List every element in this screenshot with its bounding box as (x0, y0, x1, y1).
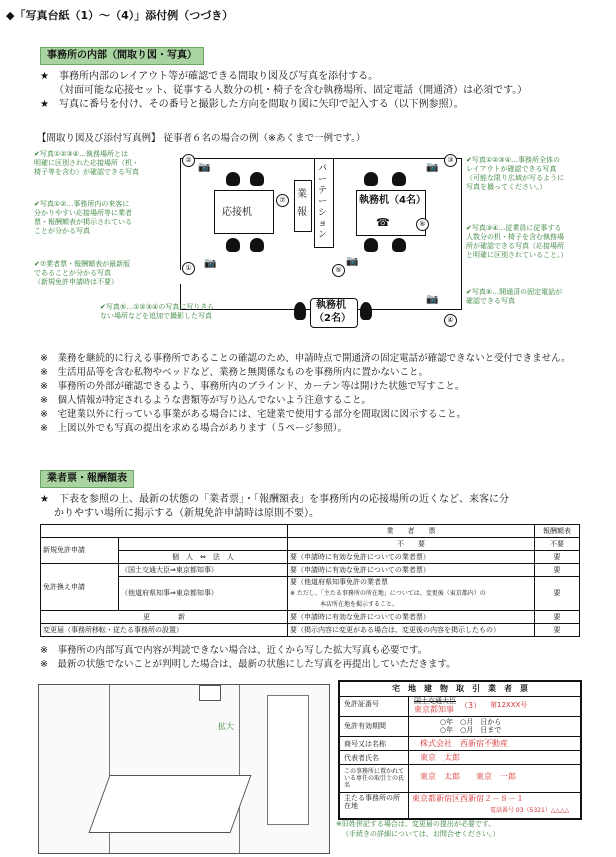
remark: ※ 生活用品等を含む私物やベッドなど、業務と無関係なものを事務所内に置かないこと。 (40, 367, 428, 378)
note-left-1: ✔写真①②③④…執務場所とは 明確に区別された応接場所（机・ 椅子等を含む）が確認できる写真 (34, 150, 139, 176)
remarks-list-1 (40, 352, 571, 436)
photo-number: ⑥ (416, 218, 429, 231)
remarks-list-2 (40, 644, 456, 672)
example-label: 【間取り図及び添付写真例】 従事者６名の場合の例（※あくまで一例です。） (37, 133, 366, 144)
posted-sign (199, 685, 221, 701)
note-bottom: ✔写真⑤…①②③④の写真に写りきら ない場所などを追加で撮影した写真 (100, 303, 215, 320)
door (267, 695, 309, 825)
chair (364, 172, 378, 186)
camera-icon: 📷 (346, 256, 359, 267)
col-header: 報酬額表 (535, 525, 580, 538)
bullet-photo-number: ★ 写真に番号を付け、その番号と撮影した方向を間取り図に矢印で記入する（以下例参照）。 (40, 99, 464, 110)
note-right-2: ✔写真③④…従業員に従事する 人数分の机・椅子を含む執務場 所が確認できる写真（応接場所 と明確に区別されていること。） (466, 224, 568, 259)
chair (392, 238, 406, 252)
bullet-layout-note: （対面可能な応接セット、従事する人数分の机・椅子を含む執務場所、固定電話（開通済）は必須です。） (54, 85, 528, 96)
reception-label: 応接机 (222, 207, 252, 218)
chair (250, 172, 264, 186)
camera-icon: 📷 (204, 258, 217, 269)
sign-title: 宅 地 建 物 取 引 業 者 票 (392, 684, 528, 693)
photo-number: ② (182, 154, 195, 167)
remark: ※ 個人情報が特定されるような書類等が写り込んでないよう注意すること。 (40, 395, 371, 406)
zoom-label: 拡大 (218, 722, 234, 731)
note-right-3: ✔写真⑥…開通済の固定電話が 確認できる写真 (466, 288, 563, 305)
col-header: 業 者 票 (287, 525, 534, 538)
partition-label: パーテーション (318, 164, 328, 240)
notice-board-label: 業報 (297, 189, 307, 218)
bullet-layout: ★ 事務所内部のレイアウト等が確認できる間取り図及び写真を添付する。 (40, 71, 379, 82)
photo-number: ④ (444, 314, 457, 327)
chair (360, 302, 372, 320)
work-desk-2-label2: （2名） (314, 313, 351, 324)
chair (226, 172, 240, 186)
photo-number: ③ (444, 154, 457, 167)
sign-note: （手続きの詳細については、お問合せください。） (342, 830, 500, 838)
work-desk-4-label: 執務机（4名） (359, 195, 426, 206)
remark: ※ 上図以外でも写真の提出を求める場合があります（５ページ参照）。 (40, 423, 348, 434)
table (88, 775, 251, 833)
note-right-1: ✔写真①②③④…事務所全体の レイアウトが確認できる写真 （可能な限り広域が写るように 写真を撮ってください。） (466, 156, 564, 191)
section-title-office-interior: 事務所の内部（間取り図・写真） (40, 47, 204, 65)
camera-icon: 📷 (426, 162, 439, 173)
chair (250, 238, 264, 252)
chair (226, 238, 240, 252)
photo-number: ⑦ (276, 194, 289, 207)
phone-icon: ☎ (376, 216, 390, 229)
camera-icon: 📷 (426, 294, 439, 305)
chair (392, 172, 406, 186)
page-title: ◆「写真台紙（1）〜（4）」添付例（つづき） (6, 9, 234, 22)
work-desk-2-label: 執務机 (316, 300, 346, 311)
chair (364, 238, 378, 252)
room-illustration (38, 684, 330, 854)
floor-plan (170, 150, 470, 326)
section-title-license-sign: 業者票・報酬額表 (40, 470, 134, 488)
license-sign: 宅 地 建 物 取 引 業 者 票 免許証番号 国土交通大臣 東京都知事 （3） 第12XXX号 免許有効期間 ○年 ○月 日から ○年 ○月 日まで 商号又は名称 株式会社 西新宿不動産 代表者氏名 東京 太郎 この事務所に置かれている専任の取引士の氏名 東京 太郎 東京 一郎 主たる事務所の所在地 東京都新宿区西新宿２－８－１ 電話番号 03（5321）△△△△ (338, 680, 582, 820)
remark: ※ 最新の状態でないことが判明した場合は、最新の状態にした写真を再提出していただきます。 (40, 659, 456, 670)
camera-icon: 📷 (198, 162, 211, 173)
remark: ※ 事務所の外部が確認できるよう、事務所内のブラインド、カーテン等は開けた状態で写すこと。 (40, 381, 465, 392)
photo-number: ① (182, 262, 195, 275)
remark: ※ 事務所の内部写真で内容が判読できない場合は、近くから写した拡大写真も必要です。 (40, 645, 428, 656)
license-table: 業 者 票 報酬額表 新規免許申請 不 要 不要 個 人 ⇔ 法 人 要（申請時に有効な免許についての業者票） 要 免許換え申請 （国土交通大臣⇒東京都知事） 要（申請時に有効な免許についての業者票） 要 （他道府県知事⇒東京都知事） 要（他道府県知事免許の業者票 ※ ただし、「主たる事務所の所在地」については、変更後（東京都内）の 本店所在地を掲示すること。 要 更 新 要（申請時に有効な免許についての業者票） 要 変更届（事務所移転・従たる事務所の設置） 要（掲示内容に変更がある場合は、変更後の内容を掲示したもの） 要 (40, 524, 580, 637)
note-left-2: ✔写真①②…事務所内の来客に 分かりやすい応接場所等に業者 票・報酬額表が掲示されている ことが分かる写真 (34, 200, 132, 235)
photo-number: ⑤ (332, 264, 345, 277)
sign-note: ※旧姓併記する場合は、変更届の提出が必要です。 (336, 820, 496, 828)
remark: ※ 宅建業以外に行っている事業がある場合には、宅建業で使用する部分を間取図に図示すること。 (40, 409, 466, 420)
bullet-sign-2: かりやすい場所に掲示する（新規免許申請時は原則不要）。 (54, 508, 319, 519)
remark: ※ 業務を継続的に行える事務所であることの確認のため、申請時点で開通済の固定電話が確認できないと受付できません。 (40, 353, 571, 364)
chair (294, 302, 306, 320)
row-label: 新規免許申請 (41, 538, 119, 564)
note-left-3: ✔⑦業者票・報酬額表が最新版 であることが分かる写真 （新規免許申請時は不要） (34, 260, 131, 286)
bullet-sign: ★ 下表を参照の上、最新の状態の「業者票」・「報酬額表」を事務所内の応接場所の近くなど、来客に分 (40, 494, 509, 505)
